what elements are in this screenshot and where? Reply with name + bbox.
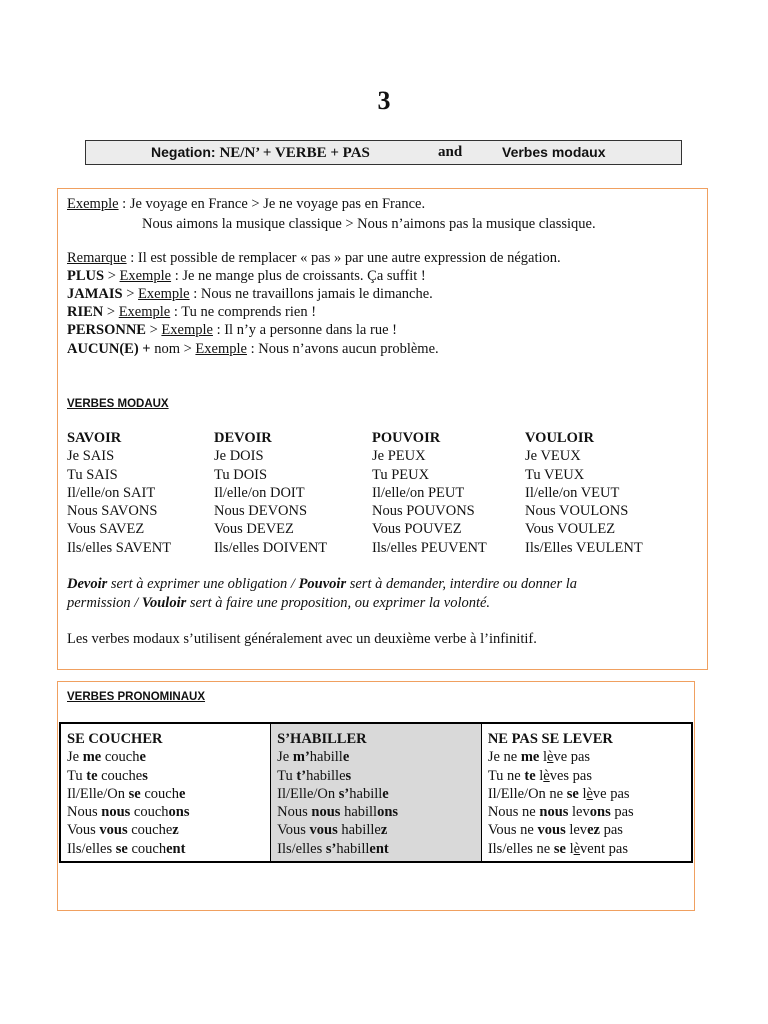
pronoun: s’	[338, 785, 350, 802]
modal-form: Nous DEVONS	[214, 503, 308, 520]
usage-text: sert à exprimer une obligation /	[107, 576, 299, 592]
pronoun: nous	[539, 804, 569, 821]
modal-form: Vous SAVEZ	[67, 521, 145, 538]
pronoun: t’	[296, 767, 307, 784]
pronominal-column-se-coucher	[60, 723, 271, 862]
ending: ons	[377, 804, 399, 821]
title-part1: Negation:	[151, 144, 220, 160]
negation-item	[67, 303, 316, 321]
title-part2: NE/N’ + VERBE + PAS	[219, 145, 370, 161]
subject: Ils/elles	[67, 840, 116, 857]
modaux-heading: VERBES MODAUX	[67, 398, 169, 410]
page-number: 3	[377, 86, 391, 115]
modal-form: Je SAIS	[67, 448, 115, 465]
stem: l	[539, 749, 547, 766]
subject: Je ne	[487, 749, 521, 766]
conjugation-line	[67, 803, 264, 821]
suffix: pas	[599, 822, 623, 839]
stem: couche	[127, 822, 173, 839]
modal-form: Je VEUX	[525, 448, 581, 465]
modal-form: Nous POUVONS	[372, 503, 475, 520]
modal-form: Tu VEUX	[525, 466, 585, 483]
subject: Tu	[277, 767, 297, 784]
title-part3: Verbes modaux	[502, 144, 606, 160]
ending: e	[342, 749, 350, 766]
subject: Ils/elles	[277, 840, 326, 857]
subject: Il/Elle/On ne	[487, 785, 567, 802]
subject: Vous	[67, 822, 100, 839]
usage-line-2	[67, 594, 490, 612]
conjugation-line	[67, 840, 264, 858]
ending: ent	[166, 840, 186, 857]
modal-column-savoir	[67, 429, 171, 557]
subject: Tu	[67, 767, 87, 784]
column-header: S’HABILLER	[277, 731, 367, 747]
negation-sep: nom >	[150, 341, 196, 357]
negation-example-text: : Nous n’avons aucun problème.	[246, 341, 439, 357]
modal-form: Tu PEUX	[372, 466, 430, 483]
negation-example-text: : Il n’y a personne dans la rue !	[212, 322, 397, 338]
remark-text: : Il est possible de remplacer « pas » par une autre expression de négation.	[126, 250, 561, 266]
negation-example-label: Exemple	[161, 322, 213, 338]
suffix: pas	[610, 804, 634, 821]
ending: s	[345, 767, 352, 784]
title-text	[151, 144, 370, 162]
stem: lev	[568, 804, 590, 821]
modal-form: Tu DOIS	[214, 466, 268, 483]
subject: Nous	[67, 804, 102, 821]
modal-verb-title: POUVOIR	[372, 430, 441, 446]
modal-form: Vous POUVEZ	[372, 521, 462, 538]
title-banner	[85, 140, 682, 165]
modaux-note: Les verbes modaux s’utilisent généralement avec un deuxième verbe à l’infinitif.	[67, 631, 537, 647]
column-header: NE PAS SE LEVER	[487, 731, 613, 747]
title-connector: and	[438, 144, 463, 160]
pronoun: me	[82, 749, 102, 766]
pronoun: vous	[537, 822, 566, 839]
subject: Vous ne	[487, 822, 538, 839]
modal-form: Il/elle/on VEUT	[525, 484, 620, 501]
stem: couch	[140, 785, 179, 802]
conjugation-line	[277, 748, 475, 766]
stem: l	[535, 767, 544, 784]
conjugation-line	[67, 748, 264, 766]
negation-item	[67, 285, 433, 303]
subject: Il/Elle/On	[67, 785, 129, 802]
stem: lev	[565, 822, 588, 839]
negation-word: JAMAIS	[67, 286, 123, 302]
modal-verb-title: SAVOIR	[67, 430, 122, 446]
modal-form: Il/elle/on DOIT	[214, 484, 305, 501]
negation-item	[67, 340, 439, 358]
usage-text: sert à faire une proposition, ou exprimer la volonté.	[186, 595, 491, 611]
modal-form: Il/elle/on SAIT	[67, 484, 156, 501]
negation-sep: >	[104, 268, 120, 284]
negation-example-label: Exemple	[195, 341, 247, 357]
pronoun: vous	[309, 822, 338, 839]
modal-form: Ils/elles SAVENT	[67, 539, 172, 556]
pronominal-table	[59, 722, 693, 863]
modal-form: Ils/elles PEUVENT	[372, 539, 487, 556]
conjugation-line	[67, 767, 264, 785]
ending: ons	[168, 804, 190, 821]
pronominaux-heading: VERBES PRONOMINAUX	[67, 691, 206, 703]
suffix: ve pas	[592, 785, 630, 802]
negation-example-text: : Je ne mange plus de croissants. Ça suffit !	[171, 268, 426, 284]
negation-example-label: Exemple	[119, 268, 172, 284]
stem: couch	[127, 840, 167, 857]
ending: ent	[369, 840, 389, 857]
modal-verb-title: DEVOIR	[214, 430, 272, 446]
usage-vouloir: Vouloir	[141, 595, 187, 611]
subject: Il/Elle/On	[277, 785, 339, 802]
pronoun: nous	[101, 804, 131, 821]
modal-column-pouvoir	[372, 429, 487, 557]
suffix: ves pas	[549, 767, 593, 784]
negation-sep: >	[103, 304, 119, 320]
ending: e	[139, 749, 146, 766]
ending: z	[380, 822, 388, 839]
stem: couch	[101, 749, 140, 766]
modal-form: Je PEUX	[372, 448, 426, 465]
modal-form: Vous VOULEZ	[525, 521, 616, 538]
suffix: ve pas	[553, 749, 591, 766]
pronoun: te	[524, 767, 536, 784]
conjugation-line	[488, 803, 685, 821]
accent: è	[573, 840, 581, 857]
ending: e	[382, 785, 389, 802]
subject: Nous ne	[487, 804, 540, 821]
pronominal-column-ne-pas-se-lever	[481, 723, 692, 862]
modal-verb-title: VOULOIR	[525, 430, 594, 446]
negation-example-text: : Nous ne travaillons jamais le dimanche.	[189, 286, 433, 302]
modal-column-devoir	[214, 429, 327, 557]
pronoun: vous	[99, 822, 128, 839]
pronoun: s’	[325, 840, 337, 857]
stem: l	[565, 840, 574, 857]
conjugation-line	[277, 785, 475, 803]
ending: z	[172, 822, 179, 839]
pronoun: me	[520, 749, 540, 766]
negation-example-label: Exemple	[138, 286, 190, 302]
pronoun: se	[566, 785, 579, 802]
modal-form: Ils/Elles VEULENT	[525, 539, 643, 556]
modal-form: Ils/elles DOIVENT	[214, 539, 328, 556]
modal-form: Il/elle/on PEUT	[372, 484, 465, 501]
pronoun: nous	[311, 804, 341, 821]
table-row	[60, 723, 692, 862]
conjugation-line	[277, 821, 475, 839]
conjugation-line	[277, 767, 475, 785]
remark-line	[67, 249, 561, 267]
accent: è	[547, 749, 554, 766]
pronoun: m’	[292, 749, 310, 766]
pronoun: se	[115, 840, 128, 857]
negation-item	[67, 321, 397, 339]
conjugation-line	[488, 840, 685, 858]
conjugation-line	[277, 803, 475, 821]
negation-example-label: Exemple	[118, 304, 171, 320]
modal-form: Tu SAIS	[67, 466, 118, 483]
subject: Tu ne	[487, 767, 525, 784]
conjugation-line	[67, 785, 264, 803]
stem: habill	[336, 840, 370, 857]
pronoun: se	[553, 840, 566, 857]
negation-word: PLUS	[67, 268, 105, 284]
modal-form: Vous DEVEZ	[214, 521, 294, 538]
conjugation-line	[67, 821, 264, 839]
stem: habille	[337, 822, 381, 839]
stem: couche	[97, 767, 143, 784]
subject: Nous	[277, 804, 312, 821]
conjugation-line	[488, 748, 685, 766]
negation-word: PERSONNE	[67, 322, 146, 338]
usage-line-1	[67, 575, 577, 593]
subject: Je	[277, 749, 293, 766]
subject: Je	[67, 749, 83, 766]
example-text-1: : Je voyage en France > Je ne voyage pas en France.	[118, 196, 426, 212]
ending: s	[142, 767, 148, 784]
stem: habill	[309, 749, 343, 766]
accent: è	[543, 767, 550, 784]
negation-item	[67, 267, 426, 285]
negation-word: RIEN	[67, 304, 104, 320]
modal-form: Nous SAVONS	[67, 503, 158, 520]
negation-word: AUCUN(E) +	[67, 341, 151, 357]
usage-devoir: Devoir	[67, 576, 108, 592]
pronoun: te	[86, 767, 98, 784]
stem: habille	[306, 767, 346, 784]
stem: l	[578, 785, 587, 802]
modal-form: Nous VOULONS	[525, 503, 629, 520]
conjugation-line	[488, 785, 685, 803]
example-label: Exemple	[67, 196, 119, 212]
modal-column-vouloir	[525, 429, 643, 557]
column-header: SE COUCHER	[67, 731, 163, 747]
negation-sep: >	[145, 322, 162, 338]
stem: habill	[340, 804, 378, 821]
subject: Vous	[277, 822, 310, 839]
example-line-2: Nous aimons la musique classique > Nous n’aimons pas la musique classique.	[142, 216, 596, 232]
stem: couch	[130, 804, 169, 821]
ending: ez	[587, 822, 600, 839]
conjugation-line	[277, 840, 475, 858]
ending: ons	[589, 804, 611, 821]
usage-pouvoir: Pouvoir	[298, 576, 347, 592]
usage-text: permission /	[67, 595, 142, 611]
conjugation-line	[488, 821, 685, 839]
suffix: vent pas	[580, 840, 628, 857]
stem: habill	[349, 785, 383, 802]
conjugation-line	[488, 767, 685, 785]
negation-sep: >	[122, 286, 139, 302]
usage-text: sert à demander, interdire ou donner la	[346, 576, 577, 592]
subject: Ils/elles ne	[487, 840, 554, 857]
ending: e	[178, 785, 186, 802]
pronominal-column-s-habiller	[271, 723, 482, 862]
accent: è	[586, 785, 593, 802]
remark-label: Remarque	[67, 250, 127, 266]
pronoun: se	[128, 785, 141, 802]
negation-example-text: : Tu ne comprends rien !	[170, 304, 317, 320]
example-line-1	[67, 195, 425, 213]
modal-form: Je DOIS	[214, 448, 264, 465]
